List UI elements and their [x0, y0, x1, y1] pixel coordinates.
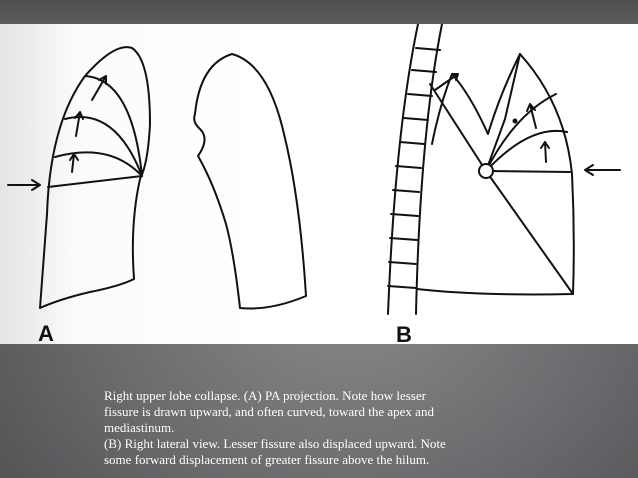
panel-a-label: A	[38, 321, 54, 344]
panel-b-spine-outline-right	[416, 24, 442, 314]
panel-b-arrow-up-1	[541, 142, 549, 162]
panel-a-left-lung-outline	[194, 54, 306, 309]
panel-b-spine-outline-left	[388, 24, 418, 314]
panel-b-lesser-fissure-1	[486, 171, 570, 172]
caption-line-4: (B) Right lateral view. Lesser fissure also displaced upward. Note	[104, 436, 446, 451]
lung-diagram	[0, 24, 638, 344]
panel-a-fissure-4	[85, 76, 142, 176]
panel-a-arrow-left	[8, 180, 40, 190]
panel-b-arrow-left	[585, 165, 620, 175]
caption-line-5: some forward displacement of greater fissure above the hilum.	[104, 452, 430, 467]
panel-a-fissure-2	[55, 152, 142, 176]
panel-a-fissure-1	[48, 176, 142, 187]
panel-b-hilum	[479, 164, 493, 178]
panel-b-dot	[513, 119, 518, 124]
caption-line-1: Right upper lobe collapse. (A) PA projection. Note how lesser	[104, 388, 426, 403]
panel-b-lung-outline	[417, 54, 574, 294]
caption-line-2: fissure is drawn upward, and often curved, toward the apex and	[104, 404, 434, 419]
panel-a-right-lung	[8, 47, 150, 308]
panel-a-arrow-up-3	[92, 76, 106, 100]
caption-line-3: mediastinum.	[104, 420, 175, 435]
panel-b-label: B	[396, 322, 412, 344]
figure-panel	[0, 24, 638, 344]
panel-b-lung	[417, 54, 620, 294]
panel-a-left-lung	[194, 54, 306, 309]
panel-b-spine	[388, 24, 442, 314]
figure-caption	[104, 388, 524, 468]
panel-a-arrow-up-2	[75, 112, 83, 136]
panel-b-greater-fissure	[430, 84, 573, 294]
top-band	[0, 0, 638, 24]
panel-a-arrow-up-1	[70, 154, 78, 172]
panel-a-fissure-3	[65, 117, 142, 176]
